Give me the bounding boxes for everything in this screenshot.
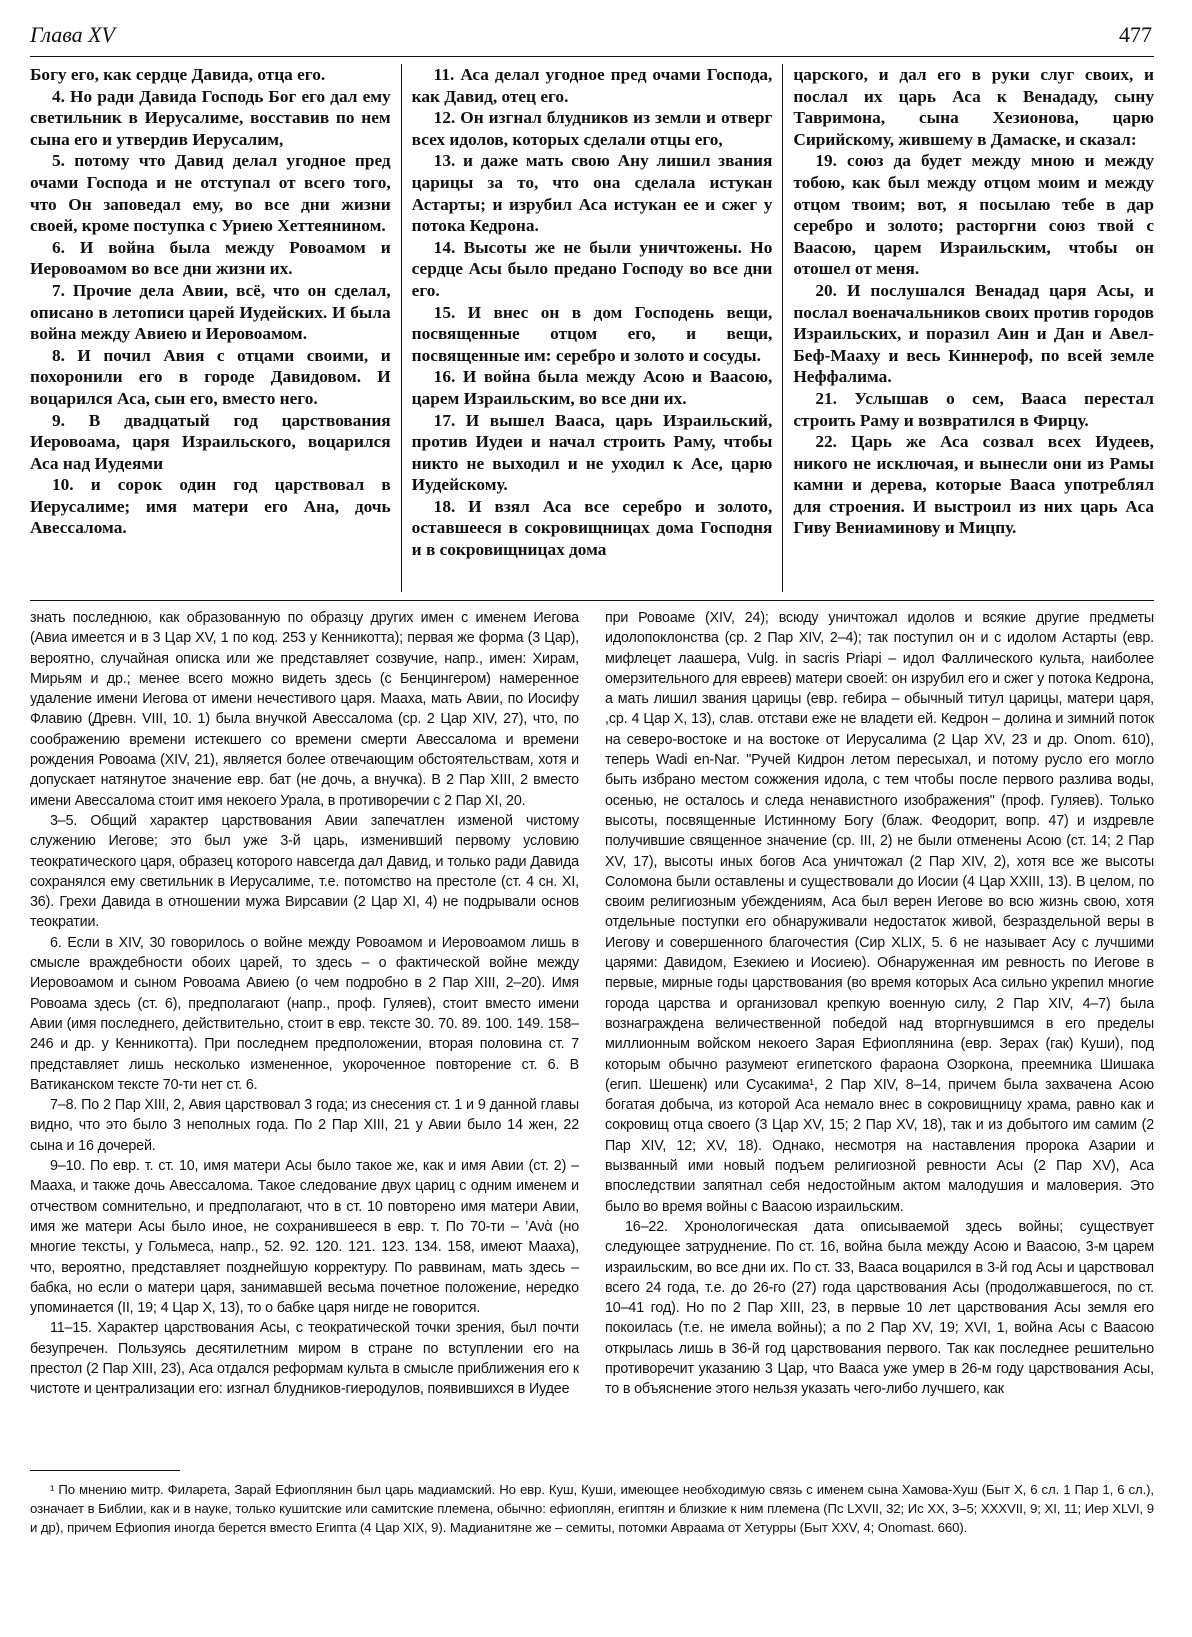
verse-paragraph: 17. И вышел Вааса, царь Израильский, против Иудеи и начал строить Раму, чтобы никто не выходил и не уходил к Асе, царю Иудейскому. xyxy=(411,410,773,495)
commentary-column-1 xyxy=(30,608,579,1458)
verse-paragraph: 7. Прочие дела Авии, всё, что он сделал, описано в летописи царей Иудейских. И была война между Авиею и Иеровоамом. xyxy=(30,280,391,344)
verse-paragraph: Богу его, как сердце Давида, отца его. xyxy=(30,65,326,84)
header-divider xyxy=(30,56,1154,57)
verse-paragraph: царского, и дал его в руки слуг своих, и послал их царь Аса к Венададу, сыну Тавримона, сына Хезионова, царю Сирийскому, жившему в Дамаске, и сказал: xyxy=(793,65,1155,149)
verse-paragraph: 20. И послушался Венадад царя Асы, и послал военачальников своих против городов Израильских, и поразил Аин и Дан и Авел-Беф-Мааху и весь Киннероф, по всей земле Неффалима. xyxy=(793,280,1155,387)
commentary-paragraph: 3–5. Общий характер царствования Авии запечатлен изменой чистому служению Иегове; это был уже 3-й царь, изменивший первому условию теократического царя, образец которого навсегда дал Давид, и только ради Давида сохранялся ему светильник в Иерусалиме, т.е. потомство на престоле (ст. 4 сн. XI, 36). Грехи Давида в отношении мужа Вирсавии (2 Цар XI, 4) не подрывали основ теократии. xyxy=(30,812,579,931)
verse-paragraph: 18. И взял Аса все серебро и золото, оставшееся в сокровищницах дома Господня и в сокровищницах дома xyxy=(411,496,773,560)
bible-column-3 xyxy=(782,64,1154,592)
verse-paragraph: 4. Но ради Давида Господь Бог его дал ему светильник в Иерусалиме, восставив по нем сына его и утвердив Иерусалим, xyxy=(30,86,391,149)
verse-paragraph: 21. Услышав о сем, Вааса перестал строить Раму и возвратился в Фирцу. xyxy=(793,388,1155,430)
bible-text xyxy=(30,64,1154,592)
verse-paragraph: 16. И война была между Асою и Ваасою, царем Израильским, во все дни их. xyxy=(411,367,773,408)
commentary-paragraph: знать последнюю, как образованную по образцу других имен с именем Иегова (Авиа имеется и в 3 Цар XV, 1 по код. 253 у Кенникотта); первая же форма (3 Цар), вероятно, случайная описка или же представляет созвучие, напр., имен: Хирам, Мирьям и др.; менее всего можно видеть здесь (с Бенцингером) намеренное удаление имени Иегова от имени нечестивого царя. Мааха, мать Авии, по Иосифу Флавию (Древн. VIII, 10. 1) была внучкой Авессалома (ср. 2 Цар XIV, 27), что, по соображению времени истекшего со времени смерти Авессалома и времени рождения Ровоама (XIV, 21), является более отвечающим обстоятельствам, хотя и допускает натянутое значение евр. бат (не дочь, а внучка). В 2 Пар XIII, 2 вместо имени Авессалома стоит имя некоего Урала, в противоречии с 2 Пар XI, 20. xyxy=(30,610,579,809)
verse-paragraph: 14. Высоты же не были уничтожены. Но сердце Асы было предано Господу во все дни его. xyxy=(411,237,773,300)
section-divider xyxy=(30,600,1154,601)
verse-paragraph: 6. И война была между Ровоамом и Иеровоамом во все дни жизни их. xyxy=(30,237,391,279)
footnote-divider xyxy=(30,1470,180,1471)
verse-paragraph: 5. потому что Давид делал угодное пред очами Господа и не отступал от всего того, что Он заповедал ему, во все дни жизни своей, кроме поступка с Уриею Хеттеянином. xyxy=(30,151,391,236)
verse-paragraph: 11. Аса делал угодное пред очами Господа, как Давид, отец его. xyxy=(411,65,773,106)
page-number: 477 xyxy=(1119,22,1152,47)
verse-paragraph: 12. Он изгнал блудников из земли и отверг всех идолов, которых сделали отцы его, xyxy=(411,108,773,149)
verse-paragraph: 8. И почил Авия с отцами своими, и похоронили его в городе Давидовом. И воцарился Аса, сын его, вместо него. xyxy=(30,345,391,408)
footnote-text: ¹ По мнению митр. Филарета, Зарай Ефиоплянин был царь мадиамский. Но евр. Куш, Куши, имеющее необходимую связь с именем сына Хамова-Хуш (Быт X, 6 сл. 1 Пар 1, 6 сл.), означает в Библии, как и в науке, только кушитские или самитские племена, обычно: ефиоплян, египтян и близкие к ним племена (Пс LXVII, 32; Ис XX, 3–5; XXXVII, 9; XI, 11; Иер XLVI, 9 и др), причем Ефиопия иногда берется вместо Египта (4 Цар XIX, 9). Мадианитяне же – семиты, потомки Авраама от Хетурры (Быт XXV, 4; Onomast. 660). xyxy=(30,1482,1154,1535)
verse-paragraph: 19. союз да будет между мною и между тобою, как был между отцом моим и между отцом твоим; вот, я посылаю тебе в дар серебро и золото; расторгни союз твой с Ваасою, царем Израильским, чтобы он отошел от меня. xyxy=(793,151,1155,279)
bible-column-1 xyxy=(30,64,401,592)
commentary-paragraph: 6. Если в XIV, 30 говорилось о войне между Ровоамом и Иеровоамом лишь в смысле враждебности обоих царей, то здесь – о фактической войне между Иеровоамом и сыном Ровоама Авиею (о чем подробно в 2 Пар XIII, 2–20). Имя Ровоама здесь (ст. 6), предполагают (напр., проф. Гуляев), стоит вместо имени Авии (имя последнего, действительно, стоит в евр. тексте 30. 70. 89. 100. 149. 158–246 и др. у Кенникотта). При последнем предположении, вторая половина ст. 7 представляет лишь несколько измененное, укороченное повторение ст. 6. В Ватиканском тексте 70-ти нет ст. 6. xyxy=(30,934,579,1093)
verse-paragraph: 13. и даже мать свою Ану лишил звания царицы за то, что она сделала истукан Астарты; и изрубил Аса истукан ее и сжег у потока Кедрона. xyxy=(411,151,773,236)
commentary-paragraph: 9–10. По евр. т. ст. 10, имя матери Асы было такое же, как и имя Авии (ст. 2) – Мааха, и также дочь Авессалома. Такое следование двух цариц с одним именем и отчеством сомнительно, и предполагают, что в ст. 10 повторено имя матери Авии, имя же матери Асы было иное, не сохранившееся в евр. т. По 70-ти – ’Ανὰ (но многие тексты, у Гольмеса, напр., 52. 92. 120. 121. 123. 134. 158, имеют Мааха), что, вероятно, представляет позднейшую корректуру. По раввинам, мать здесь – бабка, но если о матери царя, занимавшей весьма почетное положение, нередко упоминается (II, 19; 4 Цар X, 13), то о бабке царя нигде не говорится. xyxy=(30,1158,579,1317)
verse-paragraph: 15. И внес он в дом Господень вещи, посвященные отцом его, и вещи, посвященные им: серебро и золото и сосуды. xyxy=(411,302,773,365)
commentary-paragraph: 16–22. Хронологическая дата описываемой здесь войны; существует следующее затруднение. По ст. 16, война была между Асою и Ваасою, 3-м царем израильским, во все дни их. По ст. 33, Вааса воцарился в 3-й год Асы и царствовал всего 24 года, т.е. до 26-го (27) года царствования Асы (продолжавшегося, по ст. 10–41 год). Но по 2 Пар XIII, 23, в первые 10 лет царствования Асы земля его покоилась (т.е. не имела войны); а по 2 Пар XV, 19; XVI, 1, война Асы с Ваасою открылась лишь в 36-й год царствования первого. Так как последнее решительно противоречит указанию 3 Цар, что Вааса уже умер в 26-м году царствования Асы, то в объяснение этого нельзя указать чего-либо лучшего, как xyxy=(605,1218,1154,1398)
commentary-paragraph: 11–15. Характер царствования Асы, с теократической точки зрения, был почти безупречен. Пользуясь десятилетним миром в стране по вступлении его на престол (2 Пар XIII, 23), Аса отдался реформам культа в смысле приближения его к чистоте и централизации его: изгнал блудников-гиеродулов, появившихся в Иудее xyxy=(30,1320,579,1398)
footnote xyxy=(30,1480,1154,1537)
bible-column-2 xyxy=(401,64,783,592)
chapter-header: Глава XV xyxy=(30,22,115,47)
verse-paragraph: 9. В двадцатый год царствования Иеровоама, царя Израильского, воцарился Аса над Иудеями xyxy=(30,410,391,473)
verse-paragraph: 22. Царь же Аса созвал всех Иудеев, никого не исключая, и вынесли они из Рамы камни и дерева, которые Вааса употреблял для строения. И выстроил из них царь Аса Гиву Вениаминову и Мицпу. xyxy=(793,432,1155,538)
commentary-paragraph: 7–8. По 2 Пар XIII, 2, Авия царствовал 3 года; из снесения ст. 1 и 9 данной главы видно, что это было 3 неполных года. По 2 Пар XIII, 21 у Авии было 14 жен, 22 сына и 16 дочерей. xyxy=(30,1097,579,1154)
commentary-paragraph: при Ровоаме (XIV, 24); всюду уничтожал идолов и всякие другие предметы идолопоклонства (ср. 2 Пар XIV, 2–4); так поступил он и с идолом Астарты (евр. мифлецет лаашера, Vulg. in sacris Priapi – идол Фаллического культа, наиболее омерзительного для евреев) матери своей: он изрубил его и сжег у потока Кедрона, а мать лишил звания царицы (евр. гебира – обычный титул царицы, матери царя, ,ср. 4 Цар X, 13), слав. отстави еже не владети ей. Кедрон – долина и зимний поток на северо-востоке и на востоке от Иерусалима (2 Цар XV, 23 и др. Onom. 610), теперь Wadi en-Nar. "Ручей Кидрон летом пересыхал, и потому русло его могло быть избрано местом сожжения идола, с тем чтобы после первого разлива воды, осенью, не осталось и следа ненавистного изображения" (проф. Гуляев). Только высоты, посвященные Истинному Богу (блаж. Феодорит, вопр. 47) и издревле получившие священное значение (ср. III, 2) не были отменены Асою (ст. 14; 2 Пар XV, 17), высоты иных богов Аса уничтожал (2 Пар XIV, 2), хотя все же высоты Соломона были оставлены и существовали до Иосии (4 Цар XXIII, 13). В целом, по своим религиозным убеждениям, Аса был верен Иегове во всю жизнь свою, хотя отдельные поступки его обнаруживали недостаток живой, безраздельной веры в Иегову и совершенного благочестия (Сир XLIX, 5. 6 не называет Асу с лучшими царями: Давидом, Езекиею и Иосиею). Обнаруженная им ревность по Иегове в первые, мирные годы царствования (во время которых Аса сильно укрепил многие города царства и организовал крепкую военную силу, 2 Пар XIV, 4–7) была вознаграждена величественной победой над вторгнувшимся в его пределы миллионным войском некоего Зарая Ефиоплянина (евр. Зерах (гак) Куши), под которым обычно разумеют египетского фараона Озоркона, преемника Шишака (егип. Шешенк) или Сусакима¹, 2 Пар XIV, 8–14, причем была захвачена Асою богатая добыча, из которой Аса немало внес в сокровищницу храма, равно как и сокровищ отца своего (3 Цар XV, 15; 2 Пар XV, 18), так и из добытого им самим (2 Пар XIV, 12; XV, 18). Однако, несмотря на наставления пророка Азарии и вызванный ими новый подъем религиозной ревности Асы (2 Пар XV), Аса впоследствии запятнал себя недостойным актом малодушия и маловерия. Это было во время войны с Ваасою израильским. xyxy=(605,610,1154,1215)
commentary-column-2 xyxy=(605,608,1154,1458)
commentary xyxy=(30,608,1154,1458)
verse-paragraph: 10. и сорок один год царствовал в Иерусалиме; имя матери его Ана, дочь Авессалома. xyxy=(30,475,391,538)
